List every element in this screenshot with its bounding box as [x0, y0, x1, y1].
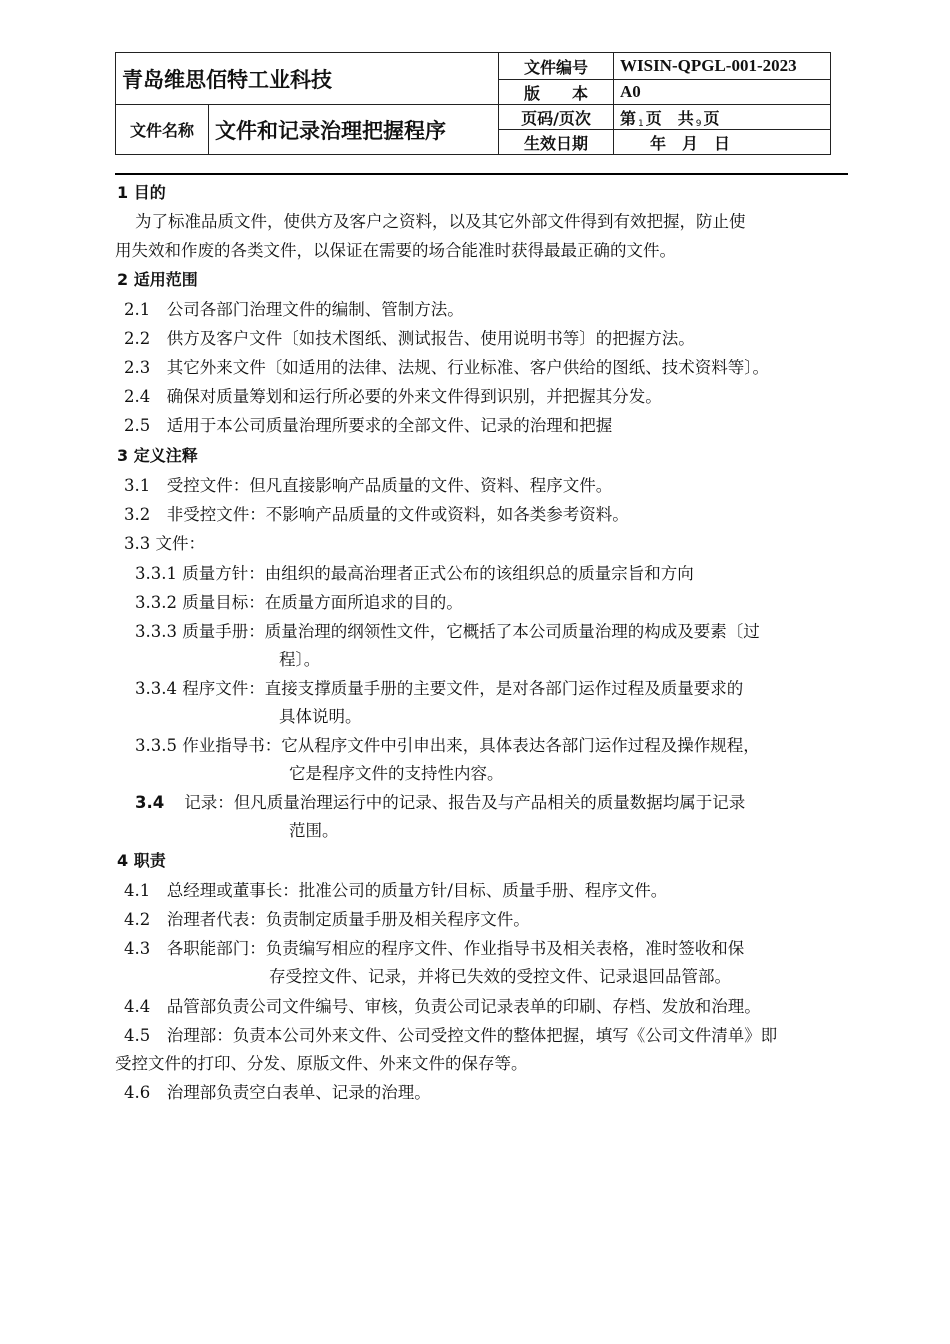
definition-subitem-cont: 具体说明。: [279, 707, 362, 726]
page-mid: 页 共: [645, 108, 694, 128]
responsibility-item: 4.5 治理部：负责本公司外来文件、公司受控文件的整体把握，填写《公司文件清单》即: [124, 1026, 778, 1045]
definition-subitem-cont: 它是程序文件的支持性内容。: [289, 764, 504, 783]
responsibility-item: 4.4 品管部负责公司文件编号、审核，负责公司记录表单的印刷、存档、发放和治理。: [124, 997, 761, 1016]
definition-subitem: 3.3.5 作业指导书：它从程序文件中引申出来，具体表达各部门运作过程及操作规程，: [135, 736, 760, 755]
scope-item: 2.5 适用于本公司质量治理所要求的全部文件、记录的治理和把握: [124, 416, 613, 435]
responsibility-item: 4.1 总经理或董事长：批准公司的质量方针/目标、质量手册、程序文件。: [124, 881, 668, 900]
definition-item-number: 3.4: [135, 793, 165, 812]
definition-item-records: [135, 791, 745, 815]
doc-no-label: 文件编号: [499, 53, 614, 80]
definition-item: 3.1 受控文件：但凡直接影响产品质量的文件、资料、程序文件。: [124, 476, 613, 495]
date-label: 生效日期: [499, 130, 614, 155]
responsibility-item: 4.6 治理部负责空白表单、记录的治理。: [124, 1083, 431, 1102]
section-heading-responsibilities: 4 职责: [117, 851, 166, 870]
definition-item-text: 记录：但凡质量治理运行中的记录、报告及与产品相关的质量数据均属于记录: [184, 793, 746, 812]
responsibility-item-cont: 受控文件的打印、分发、原版文件、外来文件的保存等。: [115, 1054, 528, 1073]
company-name: 青岛维思佰特工业科技: [116, 53, 499, 105]
scope-item: 2.4 确保对质量筹划和运行所必要的外来文件得到识别，并把握其分发。: [124, 387, 662, 406]
definition-subitem: 3.3.3 质量手册：质量治理的纲领性文件，它概括了本公司质量治理的构成及要素〔过: [135, 622, 760, 641]
definition-subitem: 3.3.2 质量目标：在质量方面所追求的目的。: [135, 593, 463, 612]
doc-name-label: 文件名称: [116, 105, 209, 155]
definition-subitem: 3.3.4 程序文件：直接支撑质量手册的主要文件，是对各部门运作过程及质量要求的: [135, 679, 744, 698]
page-value: [614, 105, 831, 130]
page-total: 9: [695, 118, 702, 129]
page-prefix: 第: [620, 108, 637, 128]
definition-item: 3.3 文件：: [124, 534, 205, 553]
purpose-text-line-1: 为了标准品质文件，使供方及客户之资料，以及其它外部文件得到有效把握，防止使: [135, 212, 746, 231]
document-header-table: [115, 52, 831, 155]
definition-subitem: 3.3.1 质量方针：由组织的最高治理者正式公布的该组织总的质量宗旨和方向: [135, 564, 694, 583]
section-heading-purpose: 1 目的: [117, 183, 166, 202]
page-suffix: 页: [703, 108, 720, 128]
purpose-text-line-2: 用失效和作废的各类文件，以保证在需要的场合能准时获得最最正确的文件。: [115, 241, 676, 260]
version-label: 版 本: [499, 80, 614, 105]
definition-item: 3.2 非受控文件：不影响产品质量的文件或资料，如各类参考资料。: [124, 505, 629, 524]
responsibility-item-cont: 存受控文件、记录，并将已失效的受控文件、记录退回品管部。: [269, 967, 731, 986]
responsibility-item: 4.2 治理者代表：负责制定质量手册及相关程序文件。: [124, 910, 530, 929]
date-value: 年 月 日: [614, 130, 831, 155]
section-heading-definitions: 3 定义注释: [117, 446, 198, 465]
scope-item: 2.1 公司各部门治理文件的编制、管制方法。: [124, 300, 464, 319]
page-label: 页码/页次: [499, 105, 614, 130]
responsibility-item: 4.3 各职能部门：负责编写相应的程序文件、作业指导书及相关表格，准时签收和保: [124, 939, 745, 958]
scope-item: 2.2 供方及客户文件〔如技术图纸、测试报告、使用说明书等〕的把握方法。: [124, 329, 695, 348]
version-value: A0: [614, 80, 831, 105]
definition-item-cont: 范围。: [289, 821, 339, 840]
scope-item: 2.3 其它外来文件〔如适用的法律、法规、行业标准、客户供给的图纸、技术资料等〕。: [124, 358, 769, 377]
definition-subitem-cont: 程〕。: [279, 650, 321, 669]
doc-name-value: 文件和记录治理把握程序: [209, 105, 499, 155]
section-heading-scope: 2 适用范围: [117, 270, 198, 289]
header-divider: [115, 173, 848, 175]
page-number: 1: [638, 118, 644, 129]
doc-no-value: WISIN-QPGL-001-2023: [614, 53, 831, 80]
